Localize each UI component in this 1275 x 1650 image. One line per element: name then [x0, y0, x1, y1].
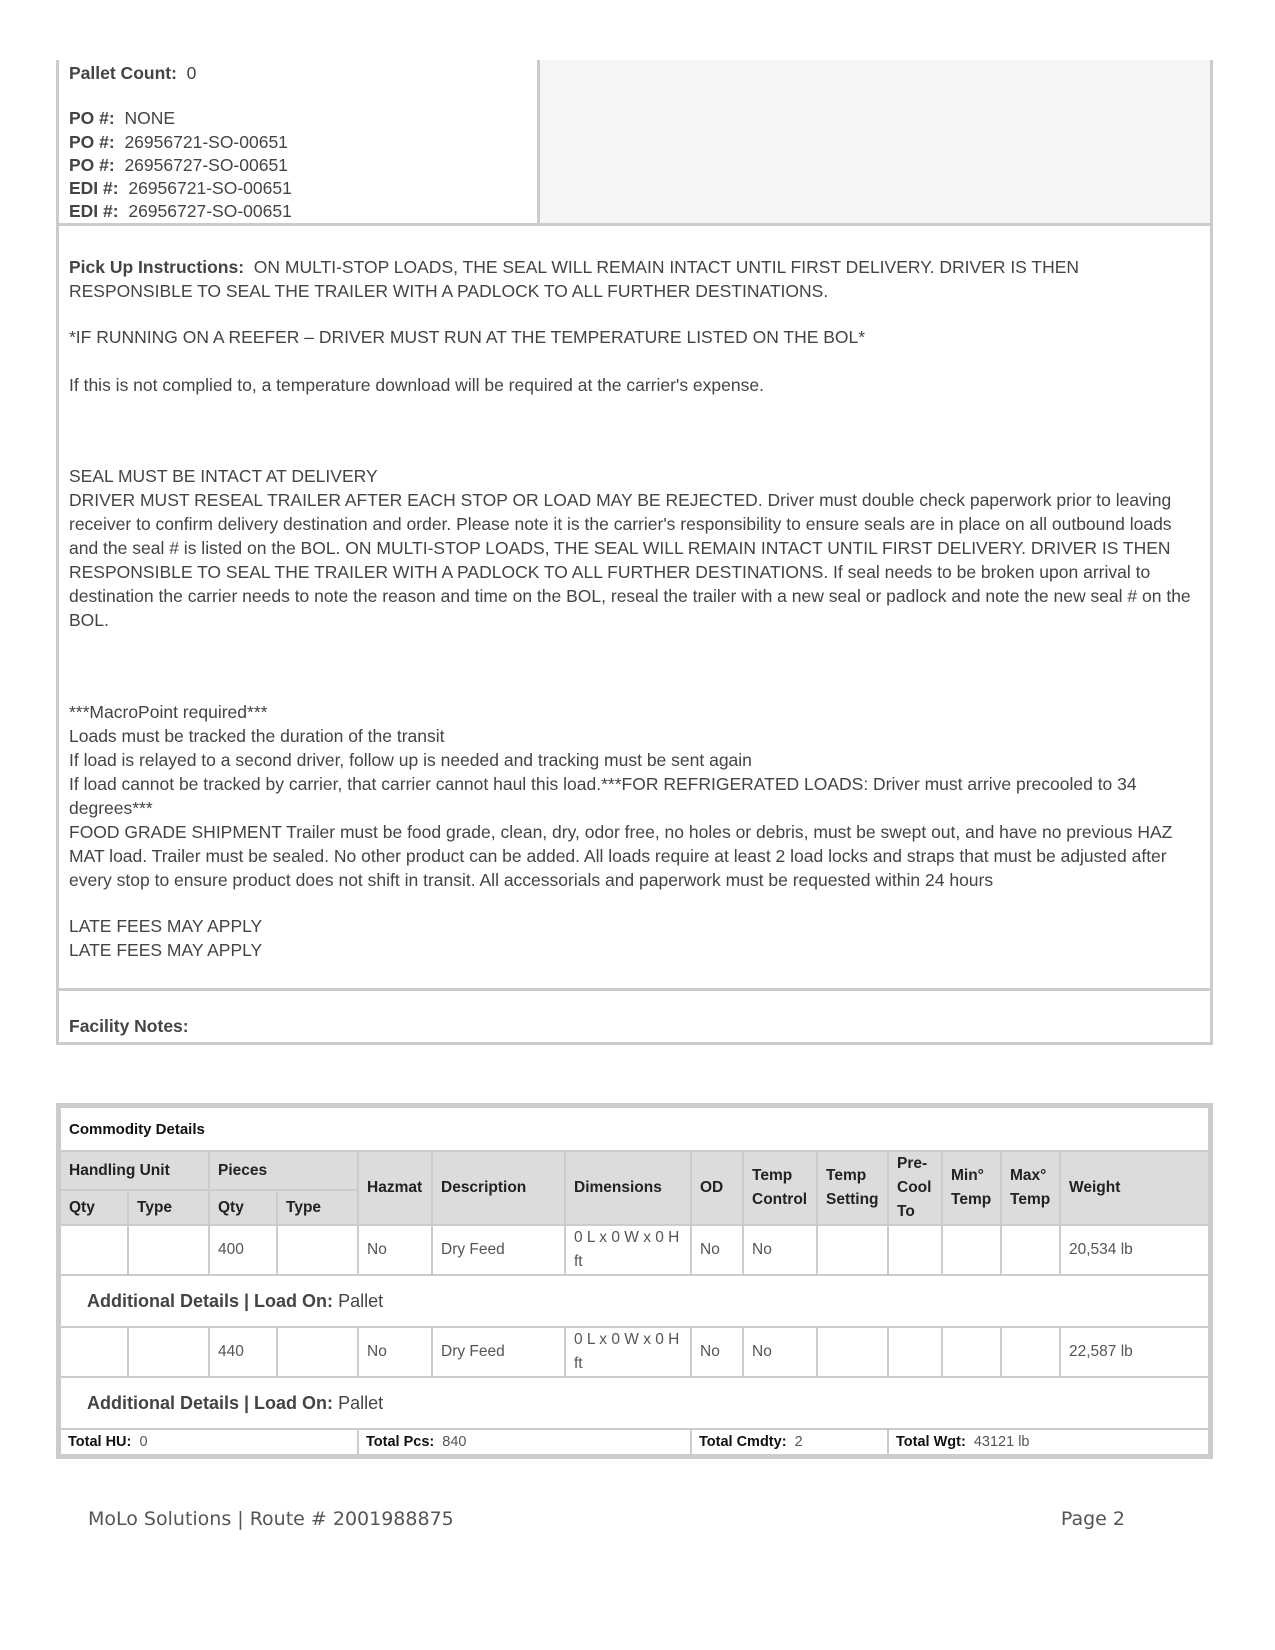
cell-pre-cool — [888, 1327, 942, 1377]
header-hu-type: Type — [128, 1190, 209, 1225]
ref-value: 26956727-SO-00651 — [124, 154, 288, 175]
cell-pc-type — [277, 1327, 358, 1377]
commodity-details — [56, 1103, 1213, 1459]
additional-details-row — [60, 1275, 1209, 1327]
seal-body: DRIVER MUST RESEAL TRAILER AFTER EACH STOP OR LOAD MAY BE REJECTED. Driver must double check paperwork prior to leaving receiver to confirm delivery destination and order. Please note it is the carrier's responsibility to ensure seals are in place on all outbound loads and the seal # is listed on the BOL. ON MULTI-STOP LOADS, THE SEAL WILL REMAIN INTACT UNTIL FIRST DELIVERY. DRIVER IS THEN RESPONSIBLE TO SEAL THE TRAILER WITH A PADLOCK TO ALL FURTHER DESTINATIONS. If seal needs to be broken upon arrival to destination the carrier needs to note the reason and time on the BOL, reseal the trailer with a new seal or padlock and note the new seal # on the BOL. — [69, 490, 1191, 630]
additional-details-label: Additional Details | Load On: — [87, 1290, 334, 1311]
ref-value: NONE — [124, 108, 176, 129]
header-hu-qty: Qty — [60, 1190, 128, 1225]
table-row — [60, 1225, 1209, 1275]
header-min-temp: Min° Temp — [942, 1151, 1001, 1225]
commodity-title: Commodity Details — [60, 1107, 1209, 1151]
cell-max-temp — [1001, 1225, 1060, 1275]
additional-details-value: Pallet — [338, 1392, 384, 1413]
cell-hazmat: No — [358, 1225, 432, 1275]
ref-label: PO #: — [69, 108, 115, 129]
late-fees-line: LATE FEES MAY APPLY — [69, 940, 263, 960]
total-wgt — [888, 1429, 1209, 1455]
cell-pc-qty: 400 — [209, 1225, 277, 1275]
reference-block — [56, 60, 1213, 226]
ref-row — [69, 200, 537, 223]
seal-title: SEAL MUST BE INTACT AT DELIVERY — [69, 466, 378, 486]
cell-weight: 20,534 lb — [1060, 1225, 1209, 1275]
cell-temp-setting — [817, 1225, 888, 1275]
header-pre-cool-to: Pre-Cool To — [888, 1151, 942, 1225]
cell-hu-qty — [60, 1327, 128, 1377]
footer-route: MoLo Solutions | Route # 2001988875 — [88, 1508, 454, 1530]
pickup-instructions — [56, 226, 1213, 991]
total-cmdty-label: Total Cmdty: — [699, 1434, 787, 1450]
tracking-line: Loads must be tracked the duration of the transit — [69, 726, 445, 746]
total-pcs — [358, 1429, 691, 1455]
ref-label: PO #: — [69, 154, 115, 175]
ref-row — [69, 177, 537, 200]
empty-panel — [540, 60, 1210, 223]
additional-details-value: Pallet — [338, 1290, 384, 1311]
cell-od: No — [691, 1225, 743, 1275]
commodity-table — [59, 1106, 1210, 1456]
cell-dimensions: 0 L x 0 W x 0 H ft — [565, 1225, 691, 1275]
cell-description: Dry Feed — [432, 1327, 565, 1377]
header-weight: Weight — [1060, 1151, 1209, 1225]
ref-label: EDI #: — [69, 201, 119, 222]
food-grade-line: FOOD GRADE SHIPMENT Trailer must be food grade, clean, dry, odor free, no holes or debris, must be swept out, and have no previous HAZ MAT load. Trailer must be sealed. No other product can be added. All loads require at least 2 load locks and straps that must be adjusted after every stop to ensure product does not shift in transit. All accessorials and paperwork must be requested within 24 hours — [69, 822, 1173, 890]
cell-max-temp — [1001, 1327, 1060, 1377]
ref-value: 26956727-SO-00651 — [128, 201, 292, 222]
facility-notes-label: Facility Notes: — [69, 1016, 189, 1036]
header-hazmat: Hazmat — [358, 1151, 432, 1225]
ref-row — [69, 154, 537, 177]
late-fees-line: LATE FEES MAY APPLY — [69, 916, 263, 936]
total-hu-label: Total HU: — [68, 1434, 132, 1450]
cell-dimensions: 0 L x 0 W x 0 H ft — [565, 1327, 691, 1377]
facility-notes — [56, 991, 1213, 1045]
cell-pre-cool — [888, 1225, 942, 1275]
total-pcs-label: Total Pcs: — [366, 1434, 435, 1450]
total-cmdty — [691, 1429, 888, 1455]
reference-list — [59, 60, 540, 223]
relay-line: If load is relayed to a second driver, follow up is needed and tracking must be sent again — [69, 750, 752, 770]
totals-row — [60, 1429, 1209, 1455]
header-od: OD — [691, 1151, 743, 1225]
header-description: Description — [432, 1151, 565, 1225]
total-hu — [60, 1429, 358, 1455]
header-temp-setting: Temp Setting — [817, 1151, 888, 1225]
cell-pc-type — [277, 1225, 358, 1275]
table-row — [60, 1327, 1209, 1377]
additional-details-row — [60, 1377, 1209, 1429]
cell-min-temp — [942, 1225, 1001, 1275]
ref-label: EDI #: — [69, 178, 119, 199]
header-temp-control: Temp Control — [743, 1151, 817, 1225]
pallet-count-label: Pallet Count: — [69, 63, 177, 83]
reefer-note: *IF RUNNING ON A REEFER – DRIVER MUST RUN AT THE TEMPERATURE LISTED ON THE BOL* — [69, 327, 866, 347]
total-hu-value: 0 — [139, 1434, 148, 1450]
ref-value: 26956721-SO-00651 — [124, 131, 288, 152]
cell-hu-type — [128, 1225, 209, 1275]
pallet-count-value: 0 — [186, 63, 197, 83]
pallet-count — [69, 62, 537, 85]
pickup-label: Pick Up Instructions: — [69, 257, 245, 277]
header-pc-qty: Qty — [209, 1190, 277, 1225]
total-wgt-value: 43121 lb — [973, 1434, 1030, 1450]
cell-temp-setting — [817, 1327, 888, 1377]
header-pc-type: Type — [277, 1190, 358, 1225]
header-dimensions: Dimensions — [565, 1151, 691, 1225]
cell-hazmat: No — [358, 1327, 432, 1377]
additional-details-label: Additional Details | Load On: — [87, 1392, 334, 1413]
ref-row — [69, 131, 537, 154]
ref-value: 26956721-SO-00651 — [128, 178, 292, 199]
refrigerated-line: If load cannot be tracked by carrier, that carrier cannot haul this load.***FOR REFRIGERATED LOADS: Driver must arrive precooled to 34 degrees*** — [69, 774, 1137, 818]
pickup-text: ON MULTI-STOP LOADS, THE SEAL WILL REMAIN INTACT UNTIL FIRST DELIVERY. DRIVER IS THEN RESPONSIBLE TO SEAL THE TRAILER WITH A PADLOCK TO ALL FURTHER DESTINATIONS. — [69, 257, 1080, 301]
cell-hu-qty — [60, 1225, 128, 1275]
header-pieces: Pieces — [209, 1151, 358, 1190]
header-handling-unit: Handling Unit — [60, 1151, 209, 1190]
header-max-temp: Max° Temp — [1001, 1151, 1060, 1225]
temperature-note: If this is not complied to, a temperature download will be required at the carrier's expense. — [69, 375, 764, 395]
ref-row — [69, 107, 537, 130]
cell-temp-control: No — [743, 1327, 817, 1377]
footer-page-number: Page 2 — [1060, 1508, 1125, 1530]
total-pcs-value: 840 — [442, 1434, 467, 1450]
ref-label: PO #: — [69, 131, 115, 152]
pickup-p1 — [69, 255, 1200, 303]
cell-min-temp — [942, 1327, 1001, 1377]
cell-weight: 22,587 lb — [1060, 1327, 1209, 1377]
cell-description: Dry Feed — [432, 1225, 565, 1275]
cell-temp-control: No — [743, 1225, 817, 1275]
cell-pc-qty: 440 — [209, 1327, 277, 1377]
cell-hu-type — [128, 1327, 209, 1377]
cell-od: No — [691, 1327, 743, 1377]
total-cmdty-value: 2 — [794, 1434, 803, 1450]
total-wgt-label: Total Wgt: — [896, 1434, 966, 1450]
macropoint-line: ***MacroPoint required*** — [69, 702, 268, 722]
